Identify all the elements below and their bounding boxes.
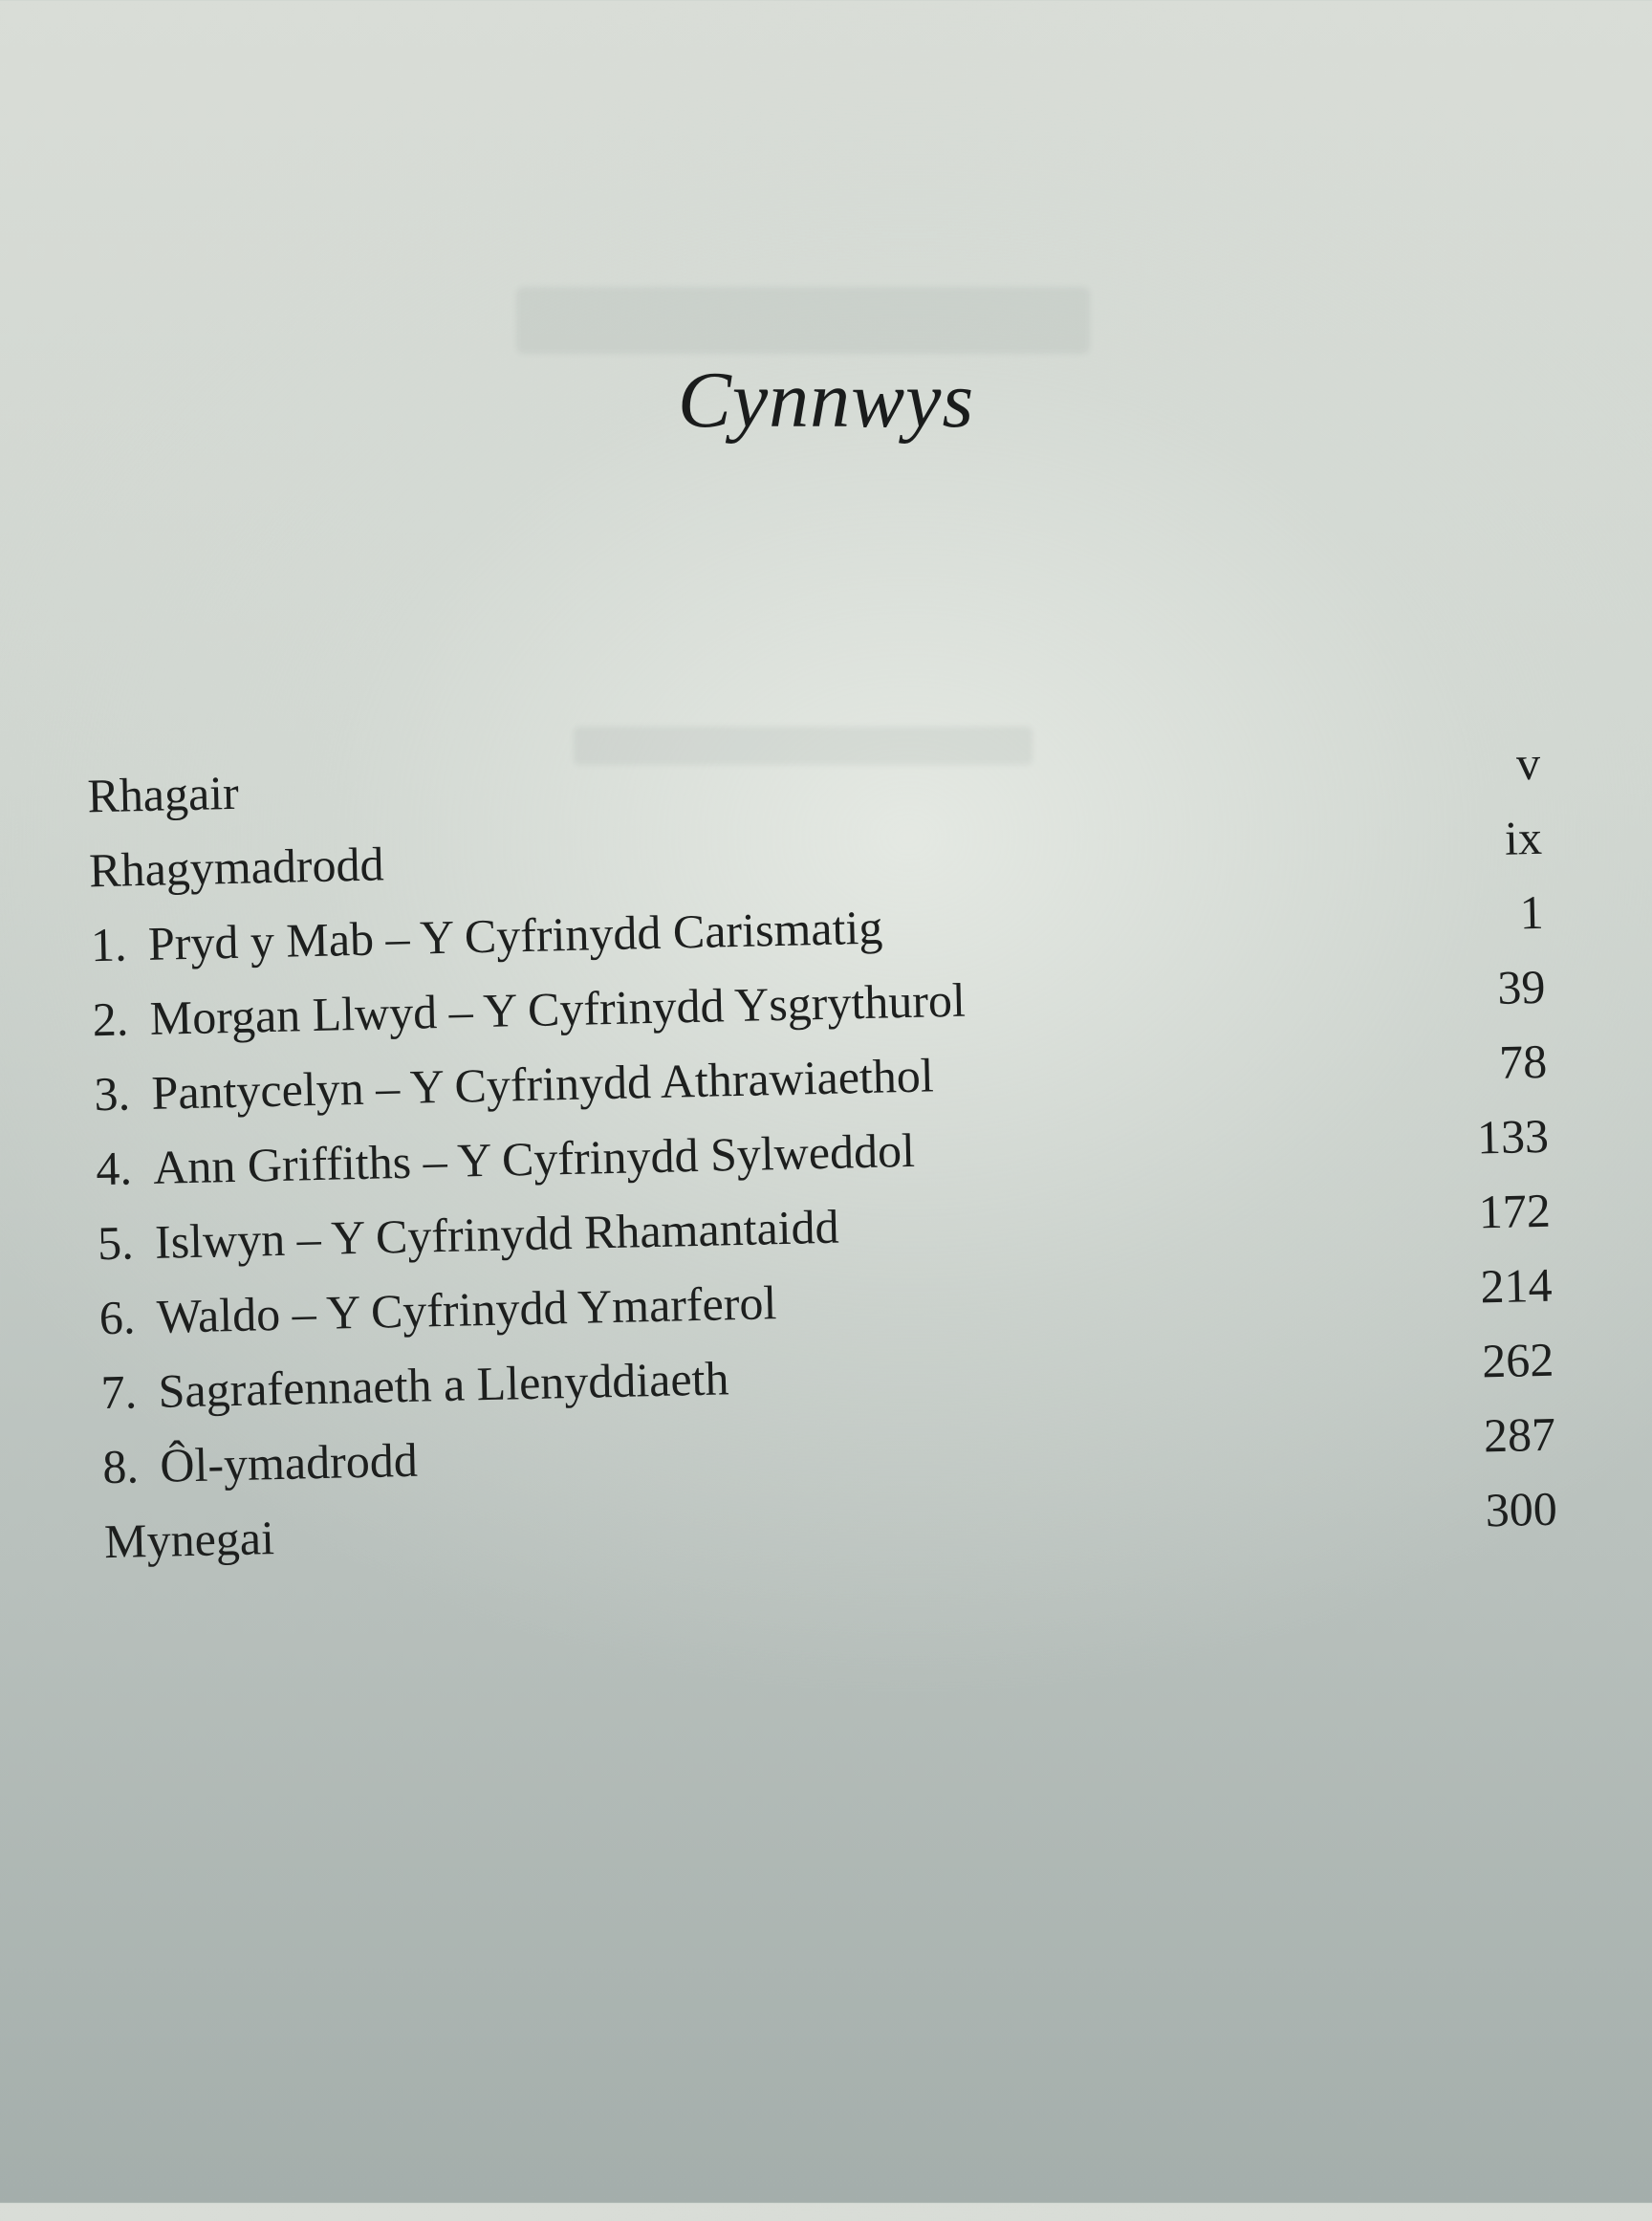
toc-entry-page: v <box>1515 735 1541 791</box>
page-title: Cynnwys <box>677 356 975 445</box>
toc-entry-title: 5. Islwyn – Y Cyfrinydd Rhamantaidd <box>97 1193 839 1277</box>
toc-entry-page: 172 <box>1478 1183 1552 1239</box>
toc-entry-page: 1 <box>1518 884 1545 940</box>
toc-entry-title: 7. Sagrafennaeth a Llenyddiaeth <box>100 1344 729 1426</box>
toc-entry-title: Mynegai <box>103 1511 275 1569</box>
toc-entry-number: 2. <box>92 991 129 1047</box>
toc-entry-number: 5. <box>97 1215 135 1271</box>
toc-entry-page: 78 <box>1498 1034 1548 1089</box>
toc-entry-title: 2. Morgan Llwyd – Y Cyfrinydd Ysgrythurol <box>92 967 967 1054</box>
toc-entry-page: 214 <box>1479 1257 1554 1314</box>
toc-entry-page: 262 <box>1481 1332 1554 1388</box>
toc-entry-title: Rhagair <box>86 765 240 823</box>
toc-entry-title: 4. Ann Griffiths – Y Cyfrinydd Sylweddol <box>96 1117 916 1202</box>
toc-entry-number: 1. <box>90 917 128 972</box>
toc-entry-title: 1. Pryd y Mab – Y Cyfrinydd Carismatig <box>90 894 883 979</box>
toc-entry-title: 8. Ôl-ymadrodd <box>102 1426 419 1500</box>
toc-entry-page: ix <box>1504 810 1543 865</box>
toc-entry-number: 4. <box>95 1141 133 1196</box>
toc-entry-number: 8. <box>101 1439 140 1494</box>
toc-entry-title: 6. Waldo – Y Cyfrinydd Ymarferol <box>98 1269 777 1351</box>
toc-entry-number: 6. <box>98 1290 136 1345</box>
toc-entry-number: 3. <box>93 1066 131 1121</box>
toc-entry-title: Rhagymadrodd <box>88 837 385 898</box>
toc-entry-page: 287 <box>1483 1406 1556 1463</box>
toc-entry-page: 133 <box>1476 1108 1550 1165</box>
toc-entry-page: 39 <box>1496 959 1547 1014</box>
toc-entry-number: 7. <box>99 1364 138 1420</box>
toc-entry-page: 300 <box>1485 1481 1558 1537</box>
toc-entry-title: 3. Pantycelyn – Y Cyfrinydd Athrawiaethol <box>94 1041 935 1127</box>
